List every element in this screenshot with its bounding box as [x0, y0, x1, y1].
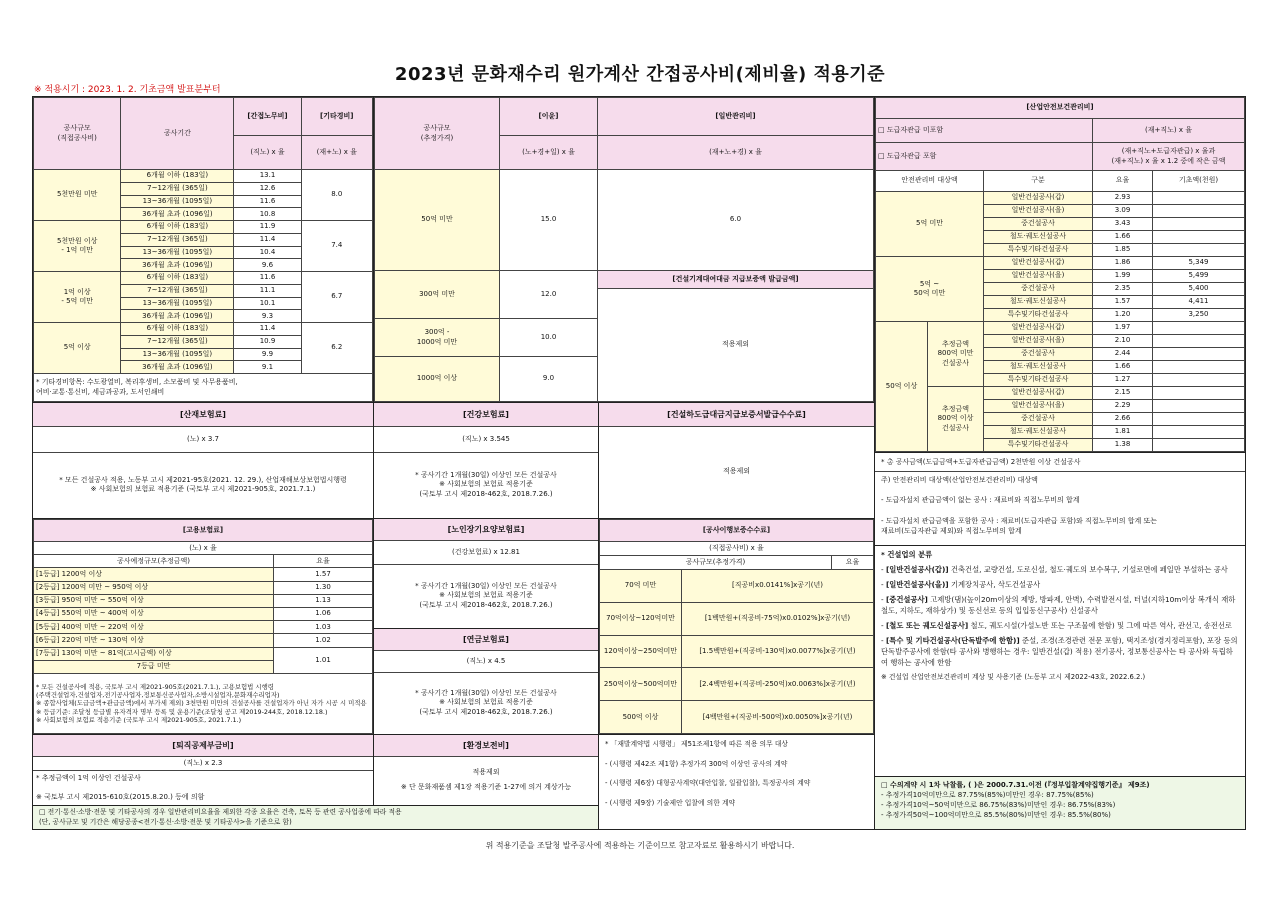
rate-cell: 11.1 — [234, 284, 301, 297]
class-cell: 일반건설공사(갑) — [984, 257, 1093, 270]
subcontract-guarantee-fee — [598, 402, 875, 519]
safety-option-included: □ 도급자관급 포함 — [876, 143, 1093, 171]
base-cell — [1153, 387, 1245, 400]
rate-cell: 1.97 — [1093, 322, 1153, 335]
scale-cell: 5천만원 이상 - 1억 미만 — [34, 221, 121, 272]
period-cell: 36개월 초과 (1096일) — [121, 361, 234, 374]
health-note: * 공사기간 1개월(30일) 이상인 모든 건설공사 ※ 사회보험의 보험료 적용기준 (국토부 고시 제2018-462호, 2018.7.26.) — [415, 471, 557, 498]
rate-cell: [1.5백만원+(직공비-130억)x0.0077%]x공기(년) — [682, 635, 874, 668]
employment-title: [고용보험료] — [34, 520, 373, 542]
header-period: 공사기간 — [121, 98, 234, 170]
scale-cell: 300억 미만 — [375, 271, 500, 319]
retirement-deduction — [32, 734, 374, 806]
retirement-note: * 추정금액이 1억 이상인 건설공사 ※ 국토부 고시 제2015-610호(2015.8.20.) 등에 의함 — [36, 774, 205, 801]
profit-rate-cell: 10.0 — [500, 319, 598, 357]
header-indirect-labor: [간접노무비] — [234, 98, 301, 136]
rate-cell: 1.13 — [274, 594, 373, 607]
other-rate-cell: 6.2 — [301, 323, 372, 374]
class-cell: 특수및기타건설공사 — [984, 439, 1093, 452]
pension-insurance — [373, 628, 599, 735]
class-cell: 일반건설공사(을) — [984, 400, 1093, 413]
rate-cell: [4백만원+(직공비-500억)x0.0050%]x공기(년) — [682, 701, 874, 734]
rate-cell: 1.30 — [274, 581, 373, 594]
period-cell: 36개월 초과 (1096일) — [121, 208, 234, 221]
header-scale: 공사규모(추정가격) — [600, 556, 832, 570]
header-profit: [이윤] — [500, 98, 598, 136]
base-cell — [1153, 439, 1245, 452]
class-text: 건축건설, 교량건설, 도로신설, 철도·궤도의 보수복구, 기설로면에 페일만 부설하는 공사 — [948, 564, 1228, 574]
rate-cell: [2.4백만원+(직공비-250억)x0.0063%]x공기(년) — [682, 668, 874, 701]
rate-cell: 2.15 — [1093, 387, 1153, 400]
class-cell: 중건설공사 — [984, 218, 1093, 231]
grade-cell: [3등급] 950억 미만 ~ 550억 이상 — [34, 594, 274, 607]
class-cell: 일반건설공사(을) — [984, 335, 1093, 348]
rate-cell: 10.1 — [234, 297, 301, 310]
rate-cell: 1.38 — [1093, 439, 1153, 452]
header-scale: 공사규모 (추정가격) — [375, 98, 500, 170]
pension-note: * 공사기간 1개월(30일) 이상인 모든 건설공사 ※ 사회보험의 보험료 적용기준 (국토부 고시 제2018-462호, 2018.7.26.) — [415, 689, 557, 716]
industrial-insurance — [32, 402, 374, 519]
profit-rate-cell: 12.0 — [500, 271, 598, 319]
rate-cell: 10.4 — [234, 246, 301, 259]
classification-title: * 건설업의 분류 — [881, 550, 933, 559]
header-class: 구분 — [984, 171, 1093, 192]
other-rate-cell: 6.7 — [301, 272, 372, 323]
period-cell: 13~36개월 (1095일) — [121, 195, 234, 208]
class-cell: 일반건설공사(갑) — [984, 322, 1093, 335]
elderly-formula: (건강보험료) x 12.81 — [374, 541, 598, 565]
scale-cell: 250억이상~500억미만 — [600, 668, 682, 701]
class-text: 고제방(댐)(높이20m이상의 제방, 방파제, 안벽), 수력발전시설, 터널(지하10m이상 복개식 재하철도, 지하도, 재하상가) 및 동신선로 등의 입입동신구공사) 신설공사 — [881, 594, 1236, 615]
base-cell: 5,499 — [1153, 270, 1245, 283]
class-cell: 특수및기타건설공사 — [984, 374, 1093, 387]
guarantee-note-box — [598, 734, 875, 830]
elderly-note: * 공사기간 1개월(30일) 이상인 모든 건설공사 ※ 사회보험의 보험료 적용기준 (국토부 고시 제2018-462호, 2018.7.26.) — [415, 582, 557, 609]
elderly-care-insurance — [373, 518, 599, 629]
safety-management-table — [874, 96, 1246, 453]
rate-cell: 2.29 — [1093, 400, 1153, 413]
header-scale: 공사예정규모(추정금액) — [34, 555, 274, 568]
formula-indirect-labor: (직노) x 율 — [234, 136, 301, 170]
rate-cell: 2.10 — [1093, 335, 1153, 348]
contract-line: - 추정가격50억~100억미만으로 85.5%(80%)미만인 경우: 85.5%(80%) — [881, 811, 1111, 820]
environment-cost — [373, 734, 599, 806]
rate-cell: 12.6 — [234, 182, 301, 195]
class-head: [일반건설공사(갑)] — [885, 564, 949, 574]
rate-cell: 11.9 — [234, 221, 301, 234]
formula-general-admin: (재+노+경) x 율 — [598, 136, 874, 170]
period-cell: 7~12개월 (365일) — [121, 284, 234, 297]
rate-cell: 2.44 — [1093, 348, 1153, 361]
safety-option-excluded: □ 도급자관급 미포함 — [876, 119, 1093, 143]
guarantee-note: * 「재발계약법 시행령」 제51조제1항에 따른 적용 의무 대상 - (시행령 제42조 제1항) 추정가격 300억 이상인 공사의 계약 - (시행령 제6장) 대형공사계약(대안입찰, 일괄입찰), 특정공사의 계약 - (시행령 제9장) 기술제안 입찰에 의한 계약 — [605, 740, 811, 808]
environment-note: ※ 단 문화재품셈 제1장 적용기준 1-27에 의거 계상가능 — [400, 783, 572, 792]
private-contract-rates — [874, 776, 1246, 830]
class-cell: 중건설공사 — [984, 348, 1093, 361]
machine-guarantee-header: [건설기계대여대금 지급보증액 발급금액] — [598, 271, 874, 289]
rate-cell: 11.4 — [234, 323, 301, 336]
machine-guarantee-value: 적용제외 — [598, 289, 874, 402]
footer-note: 위 적용기준을 조달청 발주공사에 적용하는 기준이므로 참고자료로 활용하시기 바랍니다. — [485, 841, 795, 850]
period-cell: 13~36개월 (1095일) — [121, 246, 234, 259]
subcontract-title: [건설하도급대금지급보증서발급수수료] — [599, 403, 874, 427]
rate-cell: 1.99 — [1093, 270, 1153, 283]
industrial-note: * 모든 건설공사 적용, 노동부 고시 제2021-95호(2021. 12. 29.), 산업재해보상보험법시행령 ※ 사회보험의 보험료 적용기준 (국토부 고시 제2021-905호, 2021.7.1.) — [59, 475, 347, 493]
rate-cell: 10.9 — [234, 335, 301, 348]
retirement-formula: (직노) x 2.3 — [33, 757, 373, 771]
base-cell — [1153, 192, 1245, 205]
profit-rate-cell: 9.0 — [500, 357, 598, 402]
rate-cell: 2.93 — [1093, 192, 1153, 205]
scale-cell: 50억 미만 — [375, 170, 500, 271]
period-cell: 6개월 이하 (183일) — [121, 272, 234, 285]
safety-notes — [874, 452, 1246, 546]
base-cell: 5,349 — [1153, 257, 1245, 270]
formula-other-expense: (재+노) x 율 — [301, 136, 372, 170]
health-title: [건강보험료] — [374, 403, 598, 427]
rate-cell: 11.6 — [234, 272, 301, 285]
base-cell — [1153, 348, 1245, 361]
pension-title: [연금보험료] — [374, 629, 598, 651]
formula-profit: (노+경+일) x 율 — [500, 136, 598, 170]
contract-line: - 추정가격10억미만으로 87.75%(85%)미만인 경우: 87.75%(85%) — [881, 791, 1094, 800]
employment-formula: (노) x 율 — [34, 542, 373, 555]
base-cell — [1153, 374, 1245, 387]
class-text: 철도, 궤도시설(가설노반 또는 구조물에 한함) 및 그에 따른 역사, 관선고, 송전선로 — [968, 620, 1232, 630]
classification-note: ※ 건설업 산업안전보건관리비 계상 및 사용기준 (노동부 고시 제2022-43호, 2022.6.2.) — [881, 673, 1146, 682]
rate-cell: 9.3 — [234, 310, 301, 323]
header-rate: 요율 — [832, 556, 874, 570]
period-cell: 6개월 이하 (183일) — [121, 170, 234, 183]
class-head: [일반건설공사(을)] — [885, 579, 949, 589]
class-cell: 철도·궤도신설공사 — [984, 231, 1093, 244]
rate-cell: 1.57 — [274, 568, 373, 581]
rate-cell: 1.20 — [1093, 309, 1153, 322]
employment-insurance — [32, 518, 374, 735]
rate-cell: 2.66 — [1093, 413, 1153, 426]
base-cell — [1153, 231, 1245, 244]
scale-cell: 70억 미만 — [600, 570, 682, 603]
period-cell: 7~12개월 (365일) — [121, 182, 234, 195]
grade-cell: [2등급] 1200억 미만 ~ 950억 이상 — [34, 581, 274, 594]
header-other-expense: [기타경비] — [301, 98, 372, 136]
retirement-title: [퇴직공제부금비] — [33, 735, 373, 757]
base-cell: 5,400 — [1153, 283, 1245, 296]
grade-cell: [5등급] 400억 미만 ~ 220억 이상 — [34, 621, 274, 634]
class-cell: 철도·궤도신설공사 — [984, 296, 1093, 309]
pension-formula: (직노) x 4.5 — [374, 651, 598, 673]
base-cell — [1153, 335, 1245, 348]
scale-cell: 5천만원 미만 — [34, 170, 121, 221]
target-category-cell: 50억 이상 — [876, 322, 928, 452]
class-cell: 철도·궤도신설공사 — [984, 426, 1093, 439]
scale-cell: 1억 이상 - 5억 미만 — [34, 272, 121, 323]
safety-note-detail: 주) 안전관리비 대상액(산업안전보건관리비) 대상액 - 도급자설치 관급금액이 없는 공사 : 재료비와 직접노무비의 합계 - 도급자설치 관급금액을 포함한 공사 : 재료비(도급자관급 포함)와 직접노무비의 합계 또는 재료비(도급자관급 제외)와 직접노무비의 합계 — [881, 476, 1158, 535]
rate-cell: 11.4 — [234, 233, 301, 246]
rate-cell: 9.1 — [234, 361, 301, 374]
page-title: 2023년 문화재수리 원가계산 간접공사비(제비율) 적용기준 — [394, 64, 886, 85]
rate-cell: 10.8 — [234, 208, 301, 221]
grade-cell: [1등급] 1200억 이상 — [34, 568, 274, 581]
subcontract-value: 적용제외 — [722, 467, 751, 476]
header-rate: 요율 — [274, 555, 373, 568]
base-cell — [1153, 244, 1245, 257]
class-cell: 특수및기타건설공사 — [984, 309, 1093, 322]
class-cell: 일반건설공사(갑) — [984, 387, 1093, 400]
guarantee-title: [공사이행보증수수료] — [600, 520, 874, 542]
class-cell: 중건설공사 — [984, 283, 1093, 296]
base-cell — [1153, 205, 1245, 218]
class-cell: 일반건설공사(갑) — [984, 192, 1093, 205]
rate-cell: 11.6 — [234, 195, 301, 208]
header-scale: 공사규모 (직접공사비) — [34, 98, 121, 170]
period-cell: 36개월 초과 (1096일) — [121, 259, 234, 272]
target-category-cell: 5억 미만 — [876, 192, 984, 257]
industrial-title: [산재보험료] — [33, 403, 373, 427]
base-cell — [1153, 400, 1245, 413]
header-base-amount: 기초액(천원) — [1153, 171, 1245, 192]
sub-category-cell: 추정금액 800억 미만 건설공사 — [928, 322, 984, 387]
guarantee-formula: (직접공사비) x 율 — [600, 542, 874, 556]
safety-formula-excluded: (재+직노) x 율 — [1093, 119, 1245, 143]
rate-cell: 1.86 — [1093, 257, 1153, 270]
bottom-note-text: □ 전기·통신·소방·전문 및 기타공사의 경우 일반관리비요율을 제외한 각종 요율은 건축, 토목 등 관련 공사업종에 따라 적용 (단, 공사규모 및 기간은 해당공종<전기·통신·소방·전문 및 기타공사>을 기준으로 함) — [39, 808, 402, 826]
scale-cell: 300억 - 1000억 미만 — [375, 319, 500, 357]
class-cell: 철도·궤도신설공사 — [984, 361, 1093, 374]
rate-cell: [직공비x0.0141%]x공기(년) — [682, 570, 874, 603]
grade-cell: [7등급] 130억 미만 ~ 81억(고시금액) 이상 — [34, 647, 274, 660]
rate-cell: 2.35 — [1093, 283, 1153, 296]
environment-value: 적용제외 — [472, 768, 500, 777]
header-target-amount: 안전관리비 대상액 — [876, 171, 984, 192]
target-category-cell: 5억 ~ 50억 미만 — [876, 257, 984, 322]
rate-cell: 9.9 — [234, 348, 301, 361]
general-admin-rate-cell: 6.0 — [598, 170, 874, 271]
indirect-cost-table — [32, 96, 374, 403]
rate-cell: 1.85 — [1093, 244, 1153, 257]
scale-cell: 120억이상~250억미만 — [600, 635, 682, 668]
period-cell: 13~36개월 (1095일) — [121, 297, 234, 310]
base-cell — [1153, 426, 1245, 439]
health-formula: (직노) x 3.545 — [374, 427, 598, 453]
rate-cell: 1.27 — [1093, 374, 1153, 387]
header-rate: 요율 — [1093, 171, 1153, 192]
scale-cell: 1000억 이상 — [375, 357, 500, 402]
sub-category-cell: 추정금액 800억 이상 건설공사 — [928, 387, 984, 452]
class-cell: 중건설공사 — [984, 413, 1093, 426]
bottom-note — [32, 805, 599, 830]
rate-cell: 1.66 — [1093, 231, 1153, 244]
safety-title: [산업안전보건관리비] — [876, 98, 1245, 119]
rate-cell: 1.02 — [274, 634, 373, 647]
class-cell: 일반건설공사(을) — [984, 270, 1093, 283]
period-cell: 13~36개월 (1095일) — [121, 348, 234, 361]
rate-cell: [1백만원+(직공비-75억)x0.0102%]x공기(년) — [682, 602, 874, 635]
base-cell — [1153, 361, 1245, 374]
class-cell: 특수및기타건설공사 — [984, 244, 1093, 257]
period-cell: 7~12개월 (365일) — [121, 233, 234, 246]
other-rate-cell: 7.4 — [301, 221, 372, 272]
grade-cell: [6등급] 220억 미만 ~ 130억 이상 — [34, 634, 274, 647]
contract-line: - 추정가격10억~50억미만으로 86.75%(83%)미만인 경우: 86.75%(83%) — [881, 801, 1116, 810]
rate-cell: 13.1 — [234, 170, 301, 183]
base-cell — [1153, 413, 1245, 426]
other-expense-note: * 기타경비항목: 수도광열비, 복리후생비, 소모품비 및 사무용품비, 여비·교통·통신비, 세금과공과, 도서인쇄비 — [34, 374, 373, 402]
safety-note-target: * 총 공사금액(도급금액+도급자관급금액) 2천만원 이상 건설공사 — [875, 453, 1245, 472]
scale-cell: 500억 이상 — [600, 701, 682, 734]
environment-title: [환경보전비] — [374, 735, 598, 757]
other-rate-cell: 8.0 — [301, 170, 372, 221]
rate-cell: 1.01 — [274, 647, 373, 674]
safety-formula-included: (재+직노+도급자관급) x 율과 (재+직노) x 율 x 1.2 중에 작은 금액 — [1093, 143, 1245, 171]
base-cell — [1153, 218, 1245, 231]
class-text: 준설, 조경(조경관련 전문 포함), 택지조성(경지정리포함), 포장 등의 단독발주공사에 한함(타 공사와 병행하는 경우: 일반건설(갑) 적용) 전기공사, 정보통신공사는 타 공사와 독립하여 행하는 공사에 한함 — [881, 635, 1238, 667]
rate-cell: 1.03 — [274, 621, 373, 634]
health-insurance — [373, 402, 599, 519]
base-cell: 3,250 — [1153, 309, 1245, 322]
profit-rate-cell: 15.0 — [500, 170, 598, 271]
profit-admin-table — [373, 96, 875, 403]
application-period: ※ 적용시기 : 2023. 1. 2. 기초금액 발표분부터 — [34, 85, 221, 95]
elderly-title: [노인장기요양보험료] — [374, 519, 598, 541]
scale-cell: 70억이상~120억미만 — [600, 602, 682, 635]
class-head: [특수 및 기타건설공사(단독발주에 한함)] — [885, 635, 1020, 645]
rate-cell: 1.66 — [1093, 361, 1153, 374]
rate-cell: 1.81 — [1093, 426, 1153, 439]
scale-cell: 5억 이상 — [34, 323, 121, 374]
base-cell: 4,411 — [1153, 296, 1245, 309]
period-cell: 36개월 초과 (1096일) — [121, 310, 234, 323]
grade-cell: [4등급] 550억 미만 ~ 400억 이상 — [34, 607, 274, 620]
class-text: 기계장치공사, 삭도건설공사 — [948, 579, 1041, 589]
grade-cell: 7등급 미만 — [34, 660, 274, 673]
header-general-admin: [일반관리비] — [598, 98, 874, 136]
class-head: [중건설공사] — [885, 594, 928, 604]
rate-cell: 1.57 — [1093, 296, 1153, 309]
base-cell — [1153, 322, 1245, 335]
class-head: [철도 또는 궤도신설공사] — [885, 620, 969, 630]
rate-cell: 3.43 — [1093, 218, 1153, 231]
class-cell: 일반건설공사(을) — [984, 205, 1093, 218]
rate-cell: 9.6 — [234, 259, 301, 272]
period-cell: 6개월 이하 (183일) — [121, 323, 234, 336]
rate-cell: 3.09 — [1093, 205, 1153, 218]
performance-guarantee-fee — [598, 518, 875, 735]
period-cell: 6개월 이하 (183일) — [121, 221, 234, 234]
rate-cell: 1.06 — [274, 607, 373, 620]
construction-classification: * 건설업의 분류 - [일반건설공사(갑)] 건축건설, 교량건설, 도로신설, 철도·궤도의 보수복구, 기설로면에 페일만 부설하는 공사 - [일반건설공사(을)] 기계장치공사, 삭도건설공사 - [중건설공사] 고제방(댐)(높이20m이상의 제방, 방파제, 안벽), 수력발전시설, 터널(지하10m이상 복개식 재하철도, 지하도, 재하상가) 및 동신선로 등의 입입동신구공사) 신설공사 - [철도 또는 궤도신설공사] 철도, 궤도시설(가설노반 또는 구조물에 한함) 및 그에 따른 역사, 관선고, 송전선로 - [특수 및 기타건설공사(단독발주에 한함)] 준설, 조경(조경관련 전문 포함), 택지조성(경지정리포함), 포장 등의 단독발주공사에 한함(타 공사와 병행하는 경우: 일반건설(갑) 적용) 전기공사, 정보통신공사는 타 공사와 독립하여 행하는 공사에 한함 ※ 건설업 산업안전보건관리비 계상 및 사용기준 (노동부 고시 제2022-43호, 2022.6.2.) — [874, 545, 1246, 777]
employment-note: * 모든 건설공사에 적용, 국토부 고시 제2021-905호(2021.7.1.), 고용보험법 시행령 (주택건설업자,건설업자,전기공사업자,정보통신공사업자,소방시설업자,문화재수리업자) ※ 종합사업체(도급금액+관급금액)에서 부가세 제외) 3천만원 미만의 건설공사를 건설업자가 아닌 자가 시공 시 미적용 ※ 등급기준: 조달청 등급별 유자격자 명부 등록 및 운용기준(조달청 공고 제2019-244호, 2018.12.18.) ※ 사회보험의 보험료 적용기준 (국토부 고시 제2021-905호, 2021.7.1.) — [34, 674, 373, 734]
period-cell: 7~12개월 (365일) — [121, 335, 234, 348]
contract-title: □ 수의계약 시 1차 낙찰률, ( )은 2000.7.31.이전 (『정부입찰계약집행기준』 제9조) — [881, 781, 1150, 789]
industrial-formula: (노) x 3.7 — [33, 427, 373, 453]
